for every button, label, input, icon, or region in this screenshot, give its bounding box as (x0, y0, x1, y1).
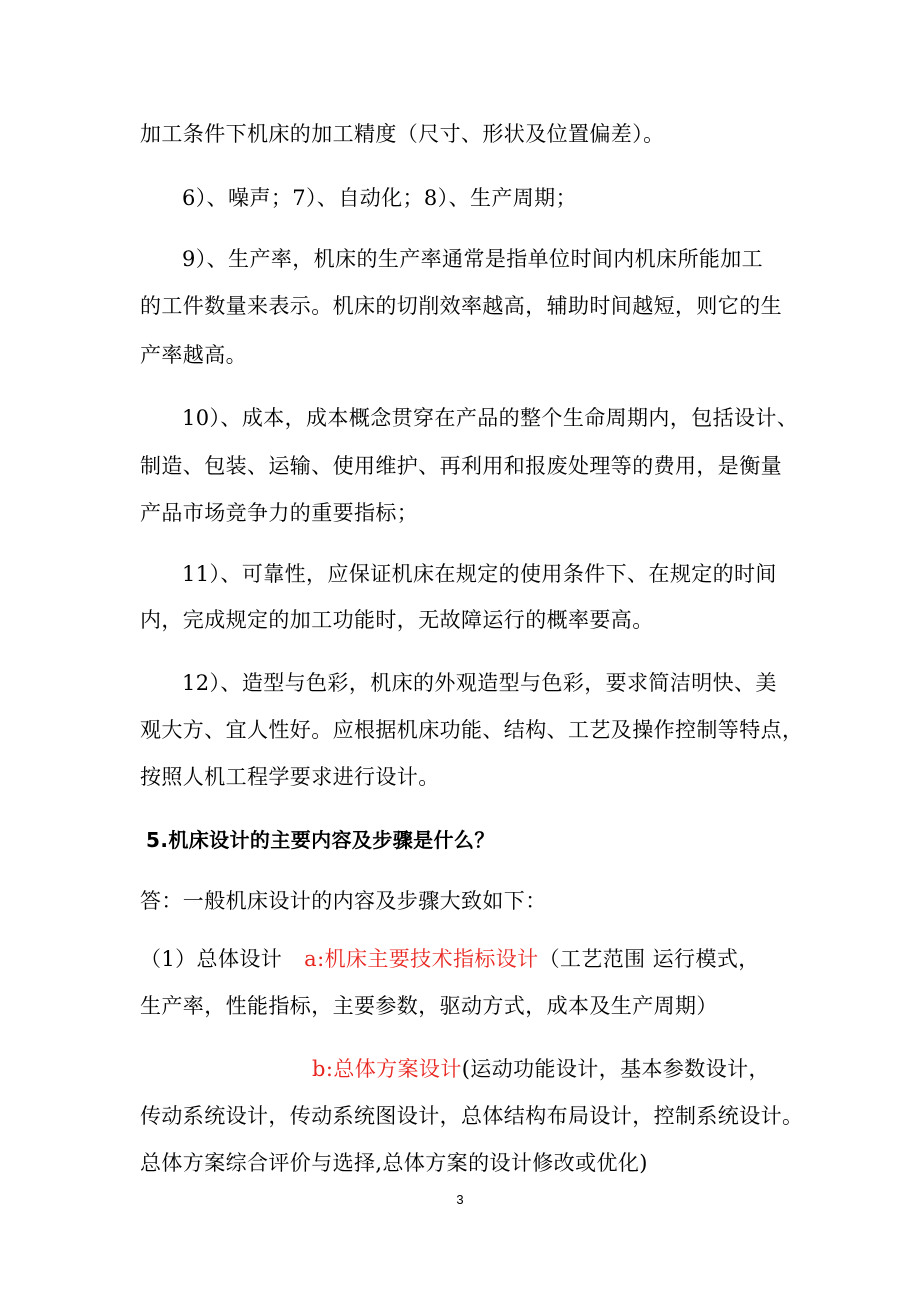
text-line: 产品市场竞争力的重要指标； (140, 501, 419, 525)
scheme-design-label: b:总体方案设计 (312, 1057, 462, 1081)
scheme-design-detail: (运动功能设计，基本参数设计， (461, 1057, 770, 1081)
text-line: 总体方案综合评价与选择,总体方案的设计修改或优化) (140, 1151, 648, 1175)
text-line: 加工条件下机床的加工精度（尺寸、形状及位置偏差）。 (140, 122, 665, 146)
tech-index-design-label: a:机床主要技术指标设计 (304, 947, 539, 971)
overall-design-line (140, 944, 760, 974)
text-line: 观大方、宜人性好。应根据机床功能、结构、工艺及操作控制等特点， (140, 718, 804, 742)
text-line: 6）、噪声；7）、自动化；8）、生产周期； (182, 186, 577, 210)
text-line: 9）、生产率，机床的生产率通常是指单位时间内机床所能加工 (182, 247, 764, 271)
page-number: 3 (456, 1192, 464, 1207)
text-line: 的工件数量来表示。机床的切削效率越高，辅助时间越短，则它的生 (140, 294, 782, 318)
text-line: 产率越高。 (140, 343, 247, 367)
text-line: 12）、造型与色彩，机床的外观造型与色彩，要求简洁明快、美 (182, 671, 777, 695)
text-line: 按照人机工程学要求进行设计。 (140, 765, 440, 789)
text-line: 生产率，性能指标，主要参数，驱动方式，成本及生产周期） (140, 994, 718, 1018)
text-line: 10）、成本，成本概念贯穿在产品的整个生命周期内，包括设计、 (182, 406, 799, 430)
answer-intro: 答：一般机床设计的内容及步骤大致如下： (140, 889, 547, 913)
text-line: 传动系统设计，传动系统图设计，总体结构布局设计，控制系统设计。 (140, 1104, 804, 1128)
scheme-design-line (312, 1054, 770, 1084)
text-line: 制造、包装、运输、使用维护、再利用和报废处理等的费用，是衡量 (140, 454, 782, 478)
overall-design-prefix: （1）总体设计 (140, 947, 283, 971)
text-line: 11）、可靠性，应保证机床在规定的使用条件下、在规定的时间 (182, 562, 777, 586)
tech-index-design-detail: （工艺范围 运行模式， (538, 947, 760, 971)
text-line: 内，完成规定的加工功能时，无故障运行的概率要高。 (140, 608, 654, 632)
question-heading: 5.机床设计的主要内容及步骤是什么？ (146, 828, 495, 852)
